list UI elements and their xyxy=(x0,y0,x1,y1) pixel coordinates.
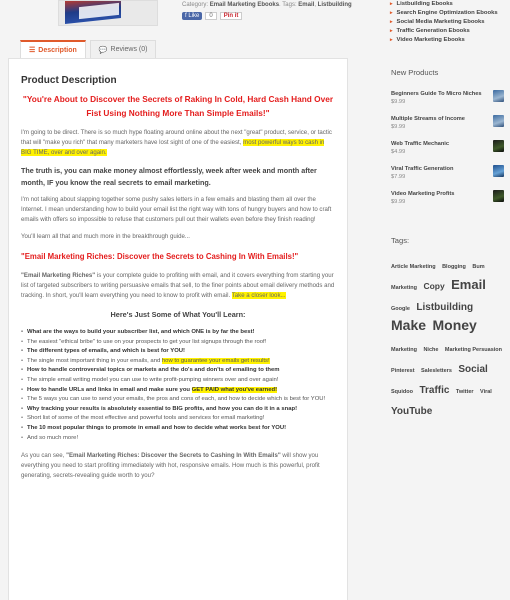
tab-description[interactable] xyxy=(20,40,86,58)
new-product-thumbnail[interactable] xyxy=(493,90,504,102)
list-icon: ☰ xyxy=(29,47,36,54)
new-product-price: $9.99 xyxy=(391,124,406,130)
sidebar-category-label: Listbuilding Ebooks xyxy=(396,1,453,7)
learn-item-text: The single most important thing in your emails, and xyxy=(27,357,162,364)
new-product-title[interactable]: Multiple Streams of Income xyxy=(391,116,465,122)
guide-name: "Email Marketing Riches" xyxy=(21,272,96,279)
tag-cloud-link[interactable]: Copy xyxy=(423,280,445,291)
learn-list-item xyxy=(21,424,335,434)
learn-list-item xyxy=(21,376,335,386)
tag-cloud-link[interactable]: Salesletters xyxy=(421,367,452,374)
learn-item-highlight: GET PAID what you've earned! xyxy=(191,386,278,393)
sidebar-category-item[interactable] xyxy=(390,0,498,9)
sidebar-category-item[interactable] xyxy=(390,9,498,18)
product-image[interactable] xyxy=(58,0,158,26)
learn-item-highlight: how to guarantee your emails get results! xyxy=(161,357,270,364)
learn-item-text: The 10 most popular things to promote in email and how to decide what works best for YOU! xyxy=(27,424,287,431)
product-meta: Category: Email Marketing Ebooks. Tags: Email, Listbuilding xyxy=(182,2,352,8)
comment-icon: 💬 xyxy=(98,46,108,54)
learn-list-item xyxy=(21,347,335,357)
learn-list-item xyxy=(21,357,335,367)
learn-item-text: And so much more! xyxy=(27,434,79,441)
learn-item-text: How to handle URLs and links in email and make sure you xyxy=(27,386,192,393)
tag-cloud-link[interactable]: Article Marketing xyxy=(391,264,436,270)
chevron-right-icon: ▸ xyxy=(390,10,393,16)
new-product-title[interactable]: Beginners Guide To Micro Niches xyxy=(391,91,482,97)
tag-cloud-link[interactable]: Marketing xyxy=(391,347,417,354)
fb-like-label: Like xyxy=(188,13,200,19)
new-product-price: $9.99 xyxy=(391,99,406,105)
closing-guide-name: "Email Marketing Riches: Discover the Secrets to Cashing In With Emails" xyxy=(66,452,281,460)
new-products-list xyxy=(391,90,504,215)
tab-description-label: Description xyxy=(38,46,77,54)
tag-cloud-link[interactable]: Niche xyxy=(423,347,439,354)
sidebar-category-item[interactable] xyxy=(390,18,498,27)
new-product-thumbnail[interactable] xyxy=(493,140,504,152)
new-product-thumbnail[interactable] xyxy=(493,165,504,177)
tag-cloud-link[interactable]: Viral xyxy=(480,388,492,395)
tags-label: Tags: xyxy=(282,2,297,8)
new-product-item[interactable] xyxy=(391,190,504,215)
tag-link-email[interactable]: Email xyxy=(298,2,315,8)
new-products-title: New Products xyxy=(391,68,439,77)
new-product-price: $4.99 xyxy=(391,149,406,155)
tag-cloud-link[interactable]: Google xyxy=(391,305,410,312)
intro-text: I'm going to be direct. There is so much hype floating around online about the next "great" product, service, or tactic that will "make you rich" that many marketers have lost sight of one of the easiest, xyxy=(21,129,332,146)
guide-teaser: You'll learn all that and much more in the breakthrough guide... xyxy=(21,233,190,240)
closing-text-b: will show you everything you need to start profiting immediately with hot, responsive emails. How much is this powerful, profit generating, secrets-revealing guide worth to you? xyxy=(21,452,320,480)
new-product-item[interactable] xyxy=(391,140,504,165)
learn-list-item xyxy=(21,338,335,348)
guide-paragraph xyxy=(21,271,335,301)
truth-paragraph: The truth is, you can make money almost effortlessly, week after week and month after month, IF you know the real secrets to email marketing. xyxy=(21,166,317,187)
new-product-title[interactable]: Viral Traffic Generation xyxy=(391,166,454,172)
sales-headline: "You're About to Discover the Secrets of Raking In Cold, Hard Cash Hand Over Fist Using Nothing More Than Simple Emails!" xyxy=(22,94,334,118)
tab-reviews[interactable] xyxy=(90,40,157,58)
learn-list xyxy=(21,328,335,443)
learn-list-item xyxy=(21,386,335,396)
new-product-price: $7.99 xyxy=(391,174,406,180)
new-product-item[interactable] xyxy=(391,90,504,115)
learn-heading: Here's Just Some of What You'll Learn: xyxy=(110,310,246,319)
sidebar-category-item[interactable] xyxy=(390,27,498,36)
tag-cloud-link[interactable]: Make xyxy=(391,317,427,334)
product-description-heading: Product Description xyxy=(21,75,117,86)
tag-cloud-link[interactable]: Marketing Persuasion xyxy=(444,347,503,354)
tag-cloud-link[interactable]: Social xyxy=(458,363,488,375)
sidebar-category-item[interactable] xyxy=(390,36,498,45)
tab-reviews-label: Reviews (0) xyxy=(110,46,148,53)
learn-list-item xyxy=(21,414,335,424)
facebook-icon: f xyxy=(185,13,187,19)
intro-highlight: most powerful ways to cash in BIG TIME, over and over again. xyxy=(21,139,325,156)
chevron-right-icon: ▸ xyxy=(390,28,393,34)
new-product-title[interactable]: Video Marketing Profits xyxy=(391,191,455,197)
learn-list-item xyxy=(21,328,335,338)
chevron-right-icon: ▸ xyxy=(390,1,393,7)
closing-text-a: As you can see, xyxy=(21,452,67,460)
sidebar-category-label: Traffic Generation Ebooks xyxy=(396,28,470,34)
category-label: Category: xyxy=(182,2,209,8)
pinterest-pin-button[interactable]: Pin it xyxy=(220,12,243,20)
chevron-right-icon: ▸ xyxy=(390,37,393,43)
tag-cloud-link[interactable]: Traffic xyxy=(419,384,450,396)
sidebar-category-label: Social Media Marketing Ebooks xyxy=(396,19,485,25)
tag-cloud-link[interactable]: Twitter xyxy=(455,388,474,395)
tag-link-listbuilding[interactable]: Listbuilding xyxy=(317,2,352,8)
category-link[interactable]: Email Marketing Ebooks xyxy=(209,2,280,8)
tag-cloud-link[interactable]: Blogging xyxy=(442,264,466,270)
learn-item-text: The easiest "ethical bribe" to use on your prospects to get your list signups through the roof! xyxy=(27,338,267,345)
intro-paragraph xyxy=(21,128,335,158)
learn-item-text: The 5 ways you can use to send your emails, the pros and cons of each, and how to decide which is best for YOU! xyxy=(27,396,326,403)
learn-item-text: The different types of emails, and which is best for YOU! xyxy=(27,348,185,355)
facebook-like-count: 0 xyxy=(205,12,216,20)
chevron-right-icon: ▸ xyxy=(390,19,393,25)
tag-cloud-link[interactable]: Pinterest xyxy=(391,367,415,374)
facebook-like-button[interactable] xyxy=(182,12,202,20)
tag-cloud-link[interactable]: YouTube xyxy=(391,405,433,417)
learn-item-text: How to handle controversial topics or markets and the do's and don'ts of emailing to them xyxy=(27,367,280,374)
learn-list-item xyxy=(21,395,335,405)
tags-title: Tags: xyxy=(391,236,410,245)
new-product-thumbnail[interactable] xyxy=(493,115,504,127)
new-product-title[interactable]: Web Traffic Mechanic xyxy=(391,141,450,147)
product-subheadline: "Email Marketing Riches: Discover the Secrets to Cashing In With Emails!" xyxy=(21,252,299,261)
learn-item-text: The simple email writing model you can use to write profit-pumping winners over and over again! xyxy=(27,376,279,383)
learn-item-text: Short list of some of the most effective and powerful tools and services for email marketing! xyxy=(27,415,265,422)
learn-item-text: What are the ways to build your subscriber list, and which ONE is by far the best! xyxy=(27,329,255,335)
sidebar-category-label: Video Marketing Ebooks xyxy=(396,37,465,43)
learn-list-item xyxy=(21,366,335,376)
new-product-item[interactable] xyxy=(391,115,504,140)
tag-cloud-link[interactable]: Email xyxy=(451,276,486,292)
tag-cloud xyxy=(391,254,506,420)
closing-paragraph xyxy=(21,451,335,481)
new-product-item[interactable] xyxy=(391,165,504,190)
tag-cloud-link[interactable]: Money xyxy=(432,317,477,334)
tag-cloud-link[interactable]: Bum Marketing xyxy=(391,264,485,291)
closer-look-highlight: Take a closer look... xyxy=(231,292,286,299)
new-product-thumbnail[interactable] xyxy=(493,190,504,202)
tag-cloud-link[interactable]: Squidoo xyxy=(391,388,413,395)
product-description-panel xyxy=(8,58,348,600)
learn-item-text: Why tracking your results is absolutely essential to BIG profits, and how you can do it in a snap! xyxy=(27,405,298,412)
sidebar-categories xyxy=(390,0,498,45)
product-tabs xyxy=(20,40,160,58)
guide-text: is your complete guide to profiting with email, and it covers everything from starting your list of targeted subscribers to writing persuasive emails that sell, to the finer points about email delivery methods and tracking. In short, you'll learn everything you need to know to profit with email. xyxy=(21,272,335,299)
share-bar xyxy=(182,12,242,20)
learn-list-item xyxy=(21,405,335,415)
tag-cloud-link[interactable]: Listbuilding xyxy=(416,301,474,313)
new-product-price: $9.99 xyxy=(391,199,406,205)
learn-list-item xyxy=(21,434,335,444)
explain-paragraph: I'm not talking about slapping together some pushy sales letters in a few emails and blasting them all over the Internet. I mean understanding how to build your email list the right way with tons of hungry buyers and how to craft emails with offers so impossible to refuse that customers pull out their wallets even before they finish reading! xyxy=(21,196,332,223)
sidebar-category-label: Search Engine Optimization Ebooks xyxy=(396,10,498,16)
